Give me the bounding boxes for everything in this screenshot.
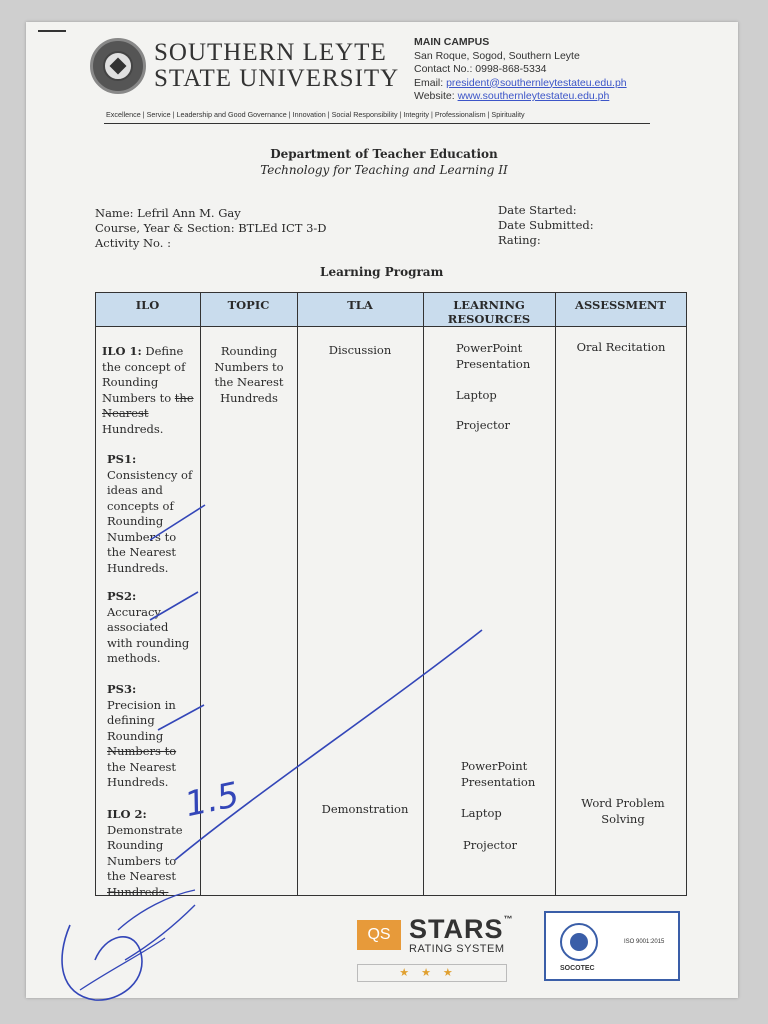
ilo1-resource-laptop: Laptop <box>456 388 497 402</box>
ilo2-resource-projector: Projector <box>463 838 518 852</box>
campus-contact-number: Contact No.: 0998-868-5334 <box>414 63 547 75</box>
campus-heading: MAIN CAMPUS <box>414 36 490 48</box>
ilo1-text-b: Hundreds. <box>102 421 164 436</box>
ilo2-resource-laptop: Laptop <box>461 806 502 820</box>
course-title: Technology for Teaching and Learning II <box>260 163 508 177</box>
student-course-section: Course, Year & Section: BTLEd ICT 3-D <box>95 221 327 235</box>
ilo2-tla: Demonstration <box>321 802 409 816</box>
campus-address: San Roque, Sogod, Southern Leyte <box>414 49 580 62</box>
qs-stars-badge <box>357 912 514 984</box>
handwritten-score: 1.5 <box>181 774 243 826</box>
activity-number: Activity No. : <box>95 236 171 250</box>
iso-certification-badge <box>544 911 680 981</box>
core-values-line: Excellence | Service | Leadership and Good Governance | Innovation | Social Responsibility | Integrity | Professionalism | Spirituality <box>106 110 525 119</box>
ps2-label: PS2: <box>107 589 137 603</box>
ilo1-topic: Rounding Numbers to the Nearest Hundreds <box>214 344 284 405</box>
learning-program-title: Learning Program <box>320 265 444 279</box>
department-title: Department of Teacher Education <box>270 147 498 161</box>
header-ilo: ILO <box>135 298 160 312</box>
ps3-text-b: the Nearest Hundreds. <box>107 759 177 789</box>
star-icons: ★★★ <box>357 964 507 982</box>
ilo2-text-a: Demonstrate Rounding Numbers to the Nearest <box>107 822 183 883</box>
ilo2-text-struck: Hundreds. <box>107 884 169 899</box>
ps1-label: PS1: <box>107 452 137 466</box>
iso-standard: ISO 9001:2015 <box>624 939 665 945</box>
ps3-text-a: Precision in defining Rounding <box>107 697 176 743</box>
university-name-line1: SOUTHERN LEYTE <box>154 39 387 66</box>
ilo1-text-struck: the Nearest <box>102 390 194 420</box>
ilo1-tla: Discussion <box>328 343 392 357</box>
socotec-label: SOCOTEC <box>560 965 595 972</box>
header-tla: TLA <box>347 298 373 312</box>
header-topic: TOPIC <box>227 298 270 312</box>
certification-seal-icon <box>560 923 598 961</box>
email-label: Email: <box>414 76 447 89</box>
ilo1-resource-ppt: PowerPoint Presentation <box>456 341 531 371</box>
stars-subtitle: RATING SYSTEM <box>409 943 505 955</box>
header-learning-resources: LEARNING RESOURCES <box>447 298 531 326</box>
ps1-text: Consistency of ideas and concepts of Rounding Numbers to the Nearest Hundreds. <box>107 467 193 575</box>
ilo1-resource-projector: Projector <box>456 418 511 432</box>
qs-logo: QS <box>357 920 401 950</box>
date-submitted: Date Submitted: <box>498 218 594 232</box>
ilo2-label: ILO 2: <box>107 807 147 821</box>
rating: Rating: <box>498 233 541 247</box>
ps3-label: PS3: <box>107 682 137 696</box>
ilo1-label: ILO 1: <box>102 344 142 358</box>
ilo2-resource-ppt: PowerPoint Presentation <box>461 759 536 789</box>
stars-title-text: STARS <box>409 914 504 944</box>
website-label: Website: <box>414 90 458 102</box>
ilo1-text-a: Define the concept of Rounding Numbers to <box>102 344 186 405</box>
ps2-text: Accuracy associated with rounding methods. <box>107 604 190 665</box>
header-assessment: ASSESSMENT <box>575 298 666 312</box>
ilo2-assessment: Word Problem Solving <box>581 796 665 826</box>
website-link[interactable]: www.southernleytestateu.edu.ph <box>457 90 610 102</box>
stars-title <box>409 914 514 945</box>
university-name-line2: STATE UNIVERSITY <box>154 65 400 92</box>
email-link[interactable]: president@southernleytestateu.edu.ph <box>446 76 627 89</box>
ilo1-assessment: Oral Recitation <box>576 340 666 354</box>
ps3-text-struck: Numbers to <box>107 744 177 758</box>
student-name: Name: Lefril Ann M. Gay <box>95 206 241 220</box>
stars-trademark: ™ <box>503 914 514 924</box>
date-started: Date Started: <box>498 203 577 217</box>
